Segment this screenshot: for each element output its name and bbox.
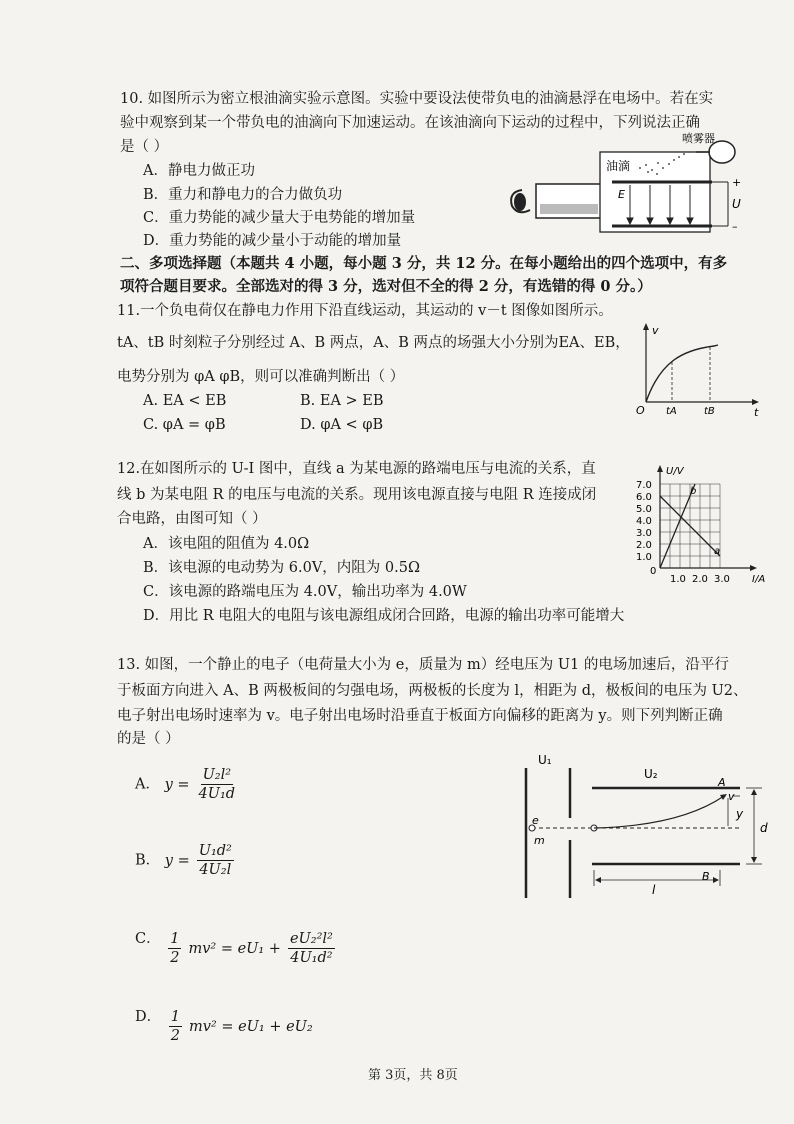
q13-option-c-label: C． xyxy=(135,931,161,947)
q13-line1: 13. 如图，一个静止的电子（电荷量大小为 e，质量为 m）经电压为 U1 的电场加速后，沿平行 xyxy=(117,657,729,673)
q11-line2: tA、tB 时刻粒子分别经过 A、B 两点，A、B 两点的场强大小分别为EA、EB， xyxy=(117,335,630,351)
q10-option-b: B．重力和静电力的合力做负功 xyxy=(143,187,343,203)
v-label: v xyxy=(728,790,735,803)
plate-b-label: B xyxy=(702,870,710,883)
q13-option-c-middle: mv² = eU₁ + xyxy=(188,940,281,957)
section2-heading-line2: 项符合题目要求。全部选对的得 3 分，选对但不全的得 2 分，有选错的得 0 分。） xyxy=(120,278,652,295)
ui-label-a: a xyxy=(714,546,721,557)
ui-ytick-7: 7.0 xyxy=(636,480,652,491)
q10-option-c: C．重力势能的减少量大于电势能的增加量 xyxy=(143,210,416,226)
e-label: e xyxy=(532,814,539,827)
q13-option-b-denominator: 4U₂l xyxy=(199,862,232,878)
electron-trajectory xyxy=(594,796,724,828)
q10-option-a: A．静电力做正功 xyxy=(143,163,255,179)
q13-option-a-numerator: U₂l² xyxy=(202,767,232,783)
q12-option-a: A．该电阻的阻值为 4.0Ω xyxy=(143,536,310,552)
y-label: y xyxy=(736,807,744,821)
q13-option-c-numerator: eU₂²l² xyxy=(289,931,333,947)
q13-option-b-numerator: U₁d² xyxy=(198,843,232,859)
vt-t-label: t xyxy=(754,406,759,418)
ui-xtick-2: 2.0 xyxy=(692,574,708,585)
q13-option-a-denominator: 4U₁d xyxy=(198,786,236,802)
q12-line3: 合电路，由图可知（ ） xyxy=(117,511,267,527)
plate-a-label: A xyxy=(718,776,726,789)
q13-option-d-label: D． xyxy=(135,1009,162,1025)
q13-option-c-half-den: 2 xyxy=(170,950,180,966)
q10-line3: 是（ ） xyxy=(120,139,169,155)
ui-xtick-1: 1.0 xyxy=(670,574,686,585)
q11-line1: 11.一个负电荷仅在静电力作用下沿直线运动，其运动的 v－t 图像如图所示。 xyxy=(117,303,613,319)
plus-label: + xyxy=(732,176,742,189)
ui-ytick-2: 2.0 xyxy=(636,540,652,551)
ui-label-b: b xyxy=(690,486,697,497)
q13-option-b xyxy=(135,842,237,879)
q11-option-a: A. EA < EB xyxy=(143,393,227,409)
q11-option-b: B. EA > EB xyxy=(300,393,384,409)
q13-option-b-label: B． xyxy=(135,852,161,869)
q13-option-d-half-den: 2 xyxy=(170,1028,180,1044)
oil-drop-figure xyxy=(500,130,750,240)
q10-option-d: D．重力势能的减少量小于动能的增加量 xyxy=(143,233,402,249)
ui-ytick-4: 4.0 xyxy=(636,516,652,527)
ui-xtick-3: 3.0 xyxy=(714,574,730,585)
q12-line2: 线 b 为某电阻 R 的电压与电流的关系。现用该电源直接与电阻 R 连接成闭 xyxy=(117,487,597,503)
vt-origin-label: O xyxy=(636,404,645,417)
vt-tb-label: tB xyxy=(704,406,715,417)
q12-option-b: B．该电源的电动势为 6.0V，内阻为 0.5Ω xyxy=(143,560,420,576)
ui-graph xyxy=(630,462,780,588)
minus-label: – xyxy=(732,220,738,233)
u2-label: U₂ xyxy=(644,767,658,781)
q13-option-d-rest: mv² = eU₁ + eU₂ xyxy=(188,1018,313,1035)
d-label: d xyxy=(760,821,768,835)
m-label: m xyxy=(534,834,545,847)
q12-option-d: D．用比 R 电阻大的电阻与该电源组成闭合回路，电源的输出功率可能增大 xyxy=(143,608,625,624)
q10-line2: 验中观察到某一个带负电的油滴向下加速运动。在该油滴向下运动的过程中，下列说法正确 xyxy=(120,115,700,131)
q13-option-a xyxy=(135,766,240,803)
q10-line1: 10. 如图所示为密立根油滴实验示意图。实验中要设法使带负电的油滴悬浮在电场中。若在实 xyxy=(120,91,714,107)
ui-ytick-1: 1.0 xyxy=(636,552,652,563)
q13-option-c-half-num: 1 xyxy=(170,931,180,947)
q13-line2: 于板面方向进入 A、B 两极板间的匀强电场，两极板的长度为 l，相距为 d，极板间的电压为 U2、 xyxy=(117,683,748,699)
q13-option-a-lhs: y = xyxy=(164,776,190,793)
q12-option-c: C．该电源的路端电压为 4.0V，输出功率为 4.0W xyxy=(143,584,467,600)
q13-line4: 的是（ ） xyxy=(117,731,180,747)
vt-graph xyxy=(632,322,762,418)
ui-ytick-6: 6.0 xyxy=(636,492,652,503)
q12-line1: 12.在如图所示的 U-I 图中，直线 a 为某电源的路端电压与电流的关系，直 xyxy=(117,461,596,477)
q13-option-c xyxy=(135,927,338,967)
q13-line3: 电子射出电场时速率为 v。电子射出电场时沿垂直于板面方向偏移的距离为 y。则下列判断正确 xyxy=(117,708,723,724)
ui-ytick-3: 3.0 xyxy=(636,528,652,539)
q11-option-c: C. φA = φB xyxy=(143,417,226,433)
q13-option-d-half-num: 1 xyxy=(170,1009,180,1025)
eyepiece-icon xyxy=(511,190,530,212)
q13-option-b-lhs: y = xyxy=(164,852,190,869)
q13-option-a-label: A． xyxy=(135,776,160,793)
ui-ytick-0: 0 xyxy=(650,566,657,577)
q11-option-d: D. φA < φB xyxy=(300,417,384,433)
q13-option-d xyxy=(135,1005,313,1045)
field-label: E xyxy=(618,188,625,201)
q11-line3: 电势分别为 φA φB，则可以准确判断出（ ） xyxy=(117,369,405,385)
vt-v-label: v xyxy=(652,324,659,337)
page-footer: 第 3页，共 8页 xyxy=(368,1068,458,1083)
oil-label: 油滴 xyxy=(606,159,631,173)
sprayer-label: 喷雾器 xyxy=(682,132,715,145)
ui-ytick-5: 5.0 xyxy=(636,504,652,515)
l-label: l xyxy=(652,883,656,897)
deflection-figure xyxy=(510,748,780,908)
ui-y-label: U/V xyxy=(666,466,684,477)
q13-option-c-denominator: 4U₁d² xyxy=(290,950,333,966)
ui-x-label: I/A xyxy=(752,574,766,585)
u1-label: U₁ xyxy=(538,753,552,767)
voltage-label: U xyxy=(732,197,741,211)
vt-ta-label: tA xyxy=(666,406,677,417)
vt-curve xyxy=(646,345,718,402)
section2-heading-line1: 二、多项选择题（本题共 4 小题，每小题 3 分，共 12 分。在每小题给出的四个选项中，有多 xyxy=(120,255,728,272)
